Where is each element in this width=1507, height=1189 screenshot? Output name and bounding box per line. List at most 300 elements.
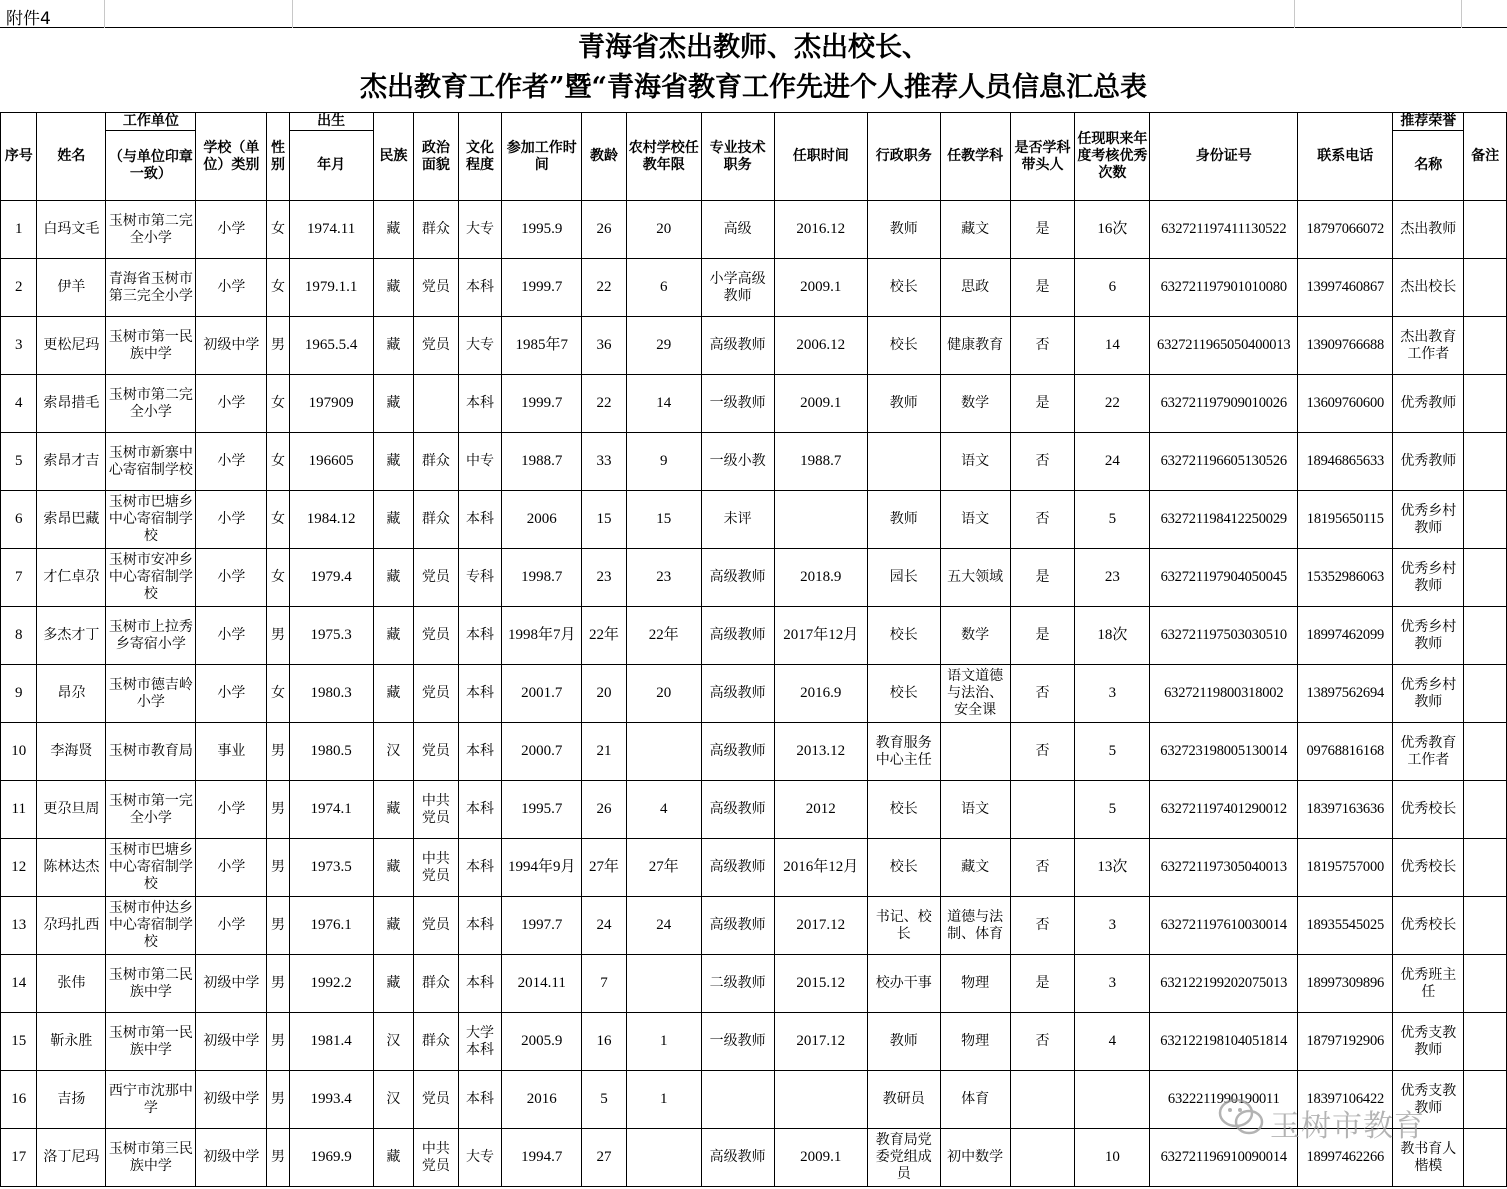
cell-education: 本科 xyxy=(458,897,502,955)
cell-subject: 健康教育 xyxy=(940,317,1010,375)
cell-seq: 9 xyxy=(1,665,37,723)
cell-work-start: 1988.7 xyxy=(502,433,582,491)
cell-phone: 18797192906 xyxy=(1298,1013,1393,1071)
cell-appoint-time: 2009.1 xyxy=(774,375,867,433)
cell-id-number: 632721196910090014 xyxy=(1150,1129,1298,1187)
cell-seq: 10 xyxy=(1,723,37,781)
cell-school-type: 小学 xyxy=(196,201,267,259)
cell-gender: 女 xyxy=(267,549,289,607)
cell-admin-post: 教育服务中心主任 xyxy=(867,723,940,781)
cell-leader: 是 xyxy=(1010,201,1075,259)
cell-gender: 女 xyxy=(267,665,289,723)
cell-leader: 否 xyxy=(1010,491,1075,549)
cell-appoint-time: 2017.12 xyxy=(774,897,867,955)
header-honor-top: 推荐荣誉 xyxy=(1393,113,1464,131)
cell-rural-years: 15 xyxy=(626,491,701,549)
cell-seq: 1 xyxy=(1,201,37,259)
cell-honor: 优秀教师 xyxy=(1393,433,1464,491)
cell-education: 大专 xyxy=(458,201,502,259)
cell-remark xyxy=(1464,375,1507,433)
table-row xyxy=(1,665,1507,723)
cell-unit: 玉树市仲达乡中心寄宿制学校 xyxy=(106,897,196,955)
cell-leader: 否 xyxy=(1010,317,1075,375)
cell-admin-post: 教研员 xyxy=(867,1071,940,1129)
cell-honor: 优秀校长 xyxy=(1393,839,1464,897)
cell-remark xyxy=(1464,549,1507,607)
cell-remark xyxy=(1464,433,1507,491)
cell-birth: 1973.5 xyxy=(289,839,373,897)
cell-birth: 1979.4 xyxy=(289,549,373,607)
cell-name: 更松尼玛 xyxy=(37,317,106,375)
cell-name: 才仁卓尕 xyxy=(37,549,106,607)
cell-leader xyxy=(1010,781,1075,839)
cell-birth: 1979.1.1 xyxy=(289,259,373,317)
cell-work-start: 1995.7 xyxy=(502,781,582,839)
cell-title: 高级教师 xyxy=(701,665,774,723)
cell-excellent xyxy=(1075,1071,1150,1129)
cell-id-number: 6327211965050400013 xyxy=(1150,317,1298,375)
cell-seq: 14 xyxy=(1,955,37,1013)
header-appoint-time: 任职时间 xyxy=(774,113,867,201)
cell-ethnicity: 汉 xyxy=(373,1013,414,1071)
cell-teaching-years: 21 xyxy=(582,723,627,781)
cell-remark xyxy=(1464,1071,1507,1129)
cell-honor: 优秀班主任 xyxy=(1393,955,1464,1013)
cell-gender: 女 xyxy=(267,259,289,317)
cell-id-number: 63272119800318002 xyxy=(1150,665,1298,723)
cell-birth: 1992.2 xyxy=(289,955,373,1013)
cell-excellent: 3 xyxy=(1075,897,1150,955)
cell-rural-years: 20 xyxy=(626,665,701,723)
cell-work-start: 1985年7 xyxy=(502,317,582,375)
cell-subject: 道德与法制、体育 xyxy=(940,897,1010,955)
cell-honor: 优秀支教教师 xyxy=(1393,1071,1464,1129)
cell-education: 本科 xyxy=(458,723,502,781)
cell-leader xyxy=(1010,1071,1075,1129)
cell-unit: 玉树市第一民族中学 xyxy=(106,317,196,375)
header-seq: 序号 xyxy=(1,113,37,201)
cell-name: 索昂才吉 xyxy=(37,433,106,491)
cell-rural-years: 9 xyxy=(626,433,701,491)
cell-admin-post: 教师 xyxy=(867,491,940,549)
cell-appoint-time: 2017年12月 xyxy=(774,607,867,665)
cell-remark xyxy=(1464,1013,1507,1071)
cell-politics: 党员 xyxy=(414,607,459,665)
cell-leader: 是 xyxy=(1010,607,1075,665)
cell-education: 本科 xyxy=(458,955,502,1013)
cell-teaching-years: 23 xyxy=(582,549,627,607)
header-unit-bottom: （与单位印章一致） xyxy=(106,131,196,201)
cell-name: 索昂巴藏 xyxy=(37,491,106,549)
cell-school-type: 初级中学 xyxy=(196,1129,267,1187)
cell-teaching-years: 24 xyxy=(582,897,627,955)
cell-school-type: 初级中学 xyxy=(196,955,267,1013)
cell-teaching-years: 27 xyxy=(582,1129,627,1187)
cell-appoint-time: 2006.12 xyxy=(774,317,867,375)
cell-seq: 15 xyxy=(1,1013,37,1071)
cell-honor: 优秀乡村教师 xyxy=(1393,491,1464,549)
header-id-number: 身份证号 xyxy=(1150,113,1298,201)
cell-name: 更尕旦周 xyxy=(37,781,106,839)
cell-phone: 18397106422 xyxy=(1298,1071,1393,1129)
cell-subject: 物理 xyxy=(940,1013,1010,1071)
cell-work-start: 2006 xyxy=(502,491,582,549)
cell-gender: 女 xyxy=(267,375,289,433)
cell-unit: 玉树市第二完全小学 xyxy=(106,201,196,259)
cell-politics: 群众 xyxy=(414,1013,459,1071)
table-body xyxy=(1,201,1507,1187)
table-row xyxy=(1,955,1507,1013)
cell-title: 高级教师 xyxy=(701,1129,774,1187)
cell-id-number: 632721197901010080 xyxy=(1150,259,1298,317)
cell-ethnicity: 藏 xyxy=(373,317,414,375)
cell-birth: 1981.4 xyxy=(289,1013,373,1071)
table-row xyxy=(1,491,1507,549)
cell-seq: 8 xyxy=(1,607,37,665)
cell-education: 本科 xyxy=(458,1071,502,1129)
cell-rural-years xyxy=(626,955,701,1013)
cell-subject: 数学 xyxy=(940,375,1010,433)
cell-appoint-time: 2015.12 xyxy=(774,955,867,1013)
cell-birth: 1974.1 xyxy=(289,781,373,839)
header-teaching-years: 教龄 xyxy=(582,113,627,201)
cell-birth: 1969.9 xyxy=(289,1129,373,1187)
cell-admin-post: 教育局党委党组成员 xyxy=(867,1129,940,1187)
cell-title: 一级教师 xyxy=(701,1013,774,1071)
header-school-type: 学校（单位）类别 xyxy=(196,113,267,201)
cell-politics: 党员 xyxy=(414,665,459,723)
grid-line xyxy=(292,0,293,28)
cell-name: 昂尕 xyxy=(37,665,106,723)
cell-politics: 群众 xyxy=(414,433,459,491)
cell-name: 白玛文毛 xyxy=(37,201,106,259)
cell-name: 陈林达杰 xyxy=(37,839,106,897)
cell-subject xyxy=(940,723,1010,781)
cell-admin-post: 校长 xyxy=(867,607,940,665)
header-rural-years: 农村学校任教年限 xyxy=(626,113,701,201)
cell-ethnicity: 藏 xyxy=(373,607,414,665)
cell-id-number: 632122199202075013 xyxy=(1150,955,1298,1013)
cell-title xyxy=(701,1071,774,1129)
cell-gender: 男 xyxy=(267,723,289,781)
cell-admin-post xyxy=(867,433,940,491)
cell-ethnicity: 藏 xyxy=(373,259,414,317)
header-admin-post: 行政职务 xyxy=(867,113,940,201)
cell-remark xyxy=(1464,839,1507,897)
cell-seq: 7 xyxy=(1,549,37,607)
cell-phone: 13909766688 xyxy=(1298,317,1393,375)
cell-politics: 中共党员 xyxy=(414,781,459,839)
cell-subject: 藏文 xyxy=(940,839,1010,897)
cell-leader: 否 xyxy=(1010,723,1075,781)
cell-title: 高级教师 xyxy=(701,549,774,607)
cell-admin-post: 园长 xyxy=(867,549,940,607)
cell-politics: 党员 xyxy=(414,259,459,317)
cell-school-type: 初级中学 xyxy=(196,317,267,375)
cell-gender: 男 xyxy=(267,1071,289,1129)
cell-id-number: 632723198005130014 xyxy=(1150,723,1298,781)
cell-excellent: 10 xyxy=(1075,1129,1150,1187)
cell-leader: 否 xyxy=(1010,433,1075,491)
cell-id-number: 632721197411130522 xyxy=(1150,201,1298,259)
cell-leader xyxy=(1010,1129,1075,1187)
cell-name: 伊羊 xyxy=(37,259,106,317)
cell-seq: 2 xyxy=(1,259,37,317)
cell-excellent: 16次 xyxy=(1075,201,1150,259)
cell-birth: 1993.4 xyxy=(289,1071,373,1129)
cell-leader: 是 xyxy=(1010,955,1075,1013)
cell-rural-years: 29 xyxy=(626,317,701,375)
cell-admin-post: 校长 xyxy=(867,781,940,839)
table-row xyxy=(1,781,1507,839)
cell-birth: 196605 xyxy=(289,433,373,491)
cell-unit: 西宁市沈那中学 xyxy=(106,1071,196,1129)
cell-birth: 197909 xyxy=(289,375,373,433)
cell-phone: 13897562694 xyxy=(1298,665,1393,723)
watermark-text: 玉树市教育 xyxy=(1270,1109,1425,1144)
cell-gender: 男 xyxy=(267,1013,289,1071)
cell-gender: 男 xyxy=(267,317,289,375)
cell-title: 二级教师 xyxy=(701,955,774,1013)
cell-appoint-time: 2013.12 xyxy=(774,723,867,781)
cell-work-start: 1998年7月 xyxy=(502,607,582,665)
cell-id-number: 632721197503030510 xyxy=(1150,607,1298,665)
cell-title: 未评 xyxy=(701,491,774,549)
cell-appoint-time xyxy=(774,491,867,549)
cell-seq: 16 xyxy=(1,1071,37,1129)
cell-teaching-years: 22 xyxy=(582,375,627,433)
cell-subject: 藏文 xyxy=(940,201,1010,259)
cell-honor: 杰出教育工作者 xyxy=(1393,317,1464,375)
cell-birth: 1980.5 xyxy=(289,723,373,781)
table-row xyxy=(1,375,1507,433)
cell-admin-post: 教师 xyxy=(867,375,940,433)
cell-admin-post: 教师 xyxy=(867,201,940,259)
cell-phone: 18195757000 xyxy=(1298,839,1393,897)
cell-admin-post: 校长 xyxy=(867,839,940,897)
cell-remark xyxy=(1464,201,1507,259)
cell-education: 本科 xyxy=(458,375,502,433)
header-gender: 性别 xyxy=(267,113,289,201)
cell-school-type: 小学 xyxy=(196,665,267,723)
cell-appoint-time: 1988.7 xyxy=(774,433,867,491)
cell-seq: 13 xyxy=(1,897,37,955)
cell-gender: 男 xyxy=(267,1129,289,1187)
cell-appoint-time: 2016.12 xyxy=(774,201,867,259)
cell-ethnicity: 藏 xyxy=(373,549,414,607)
cell-school-type: 小学 xyxy=(196,433,267,491)
cell-education: 本科 xyxy=(458,781,502,839)
cell-appoint-time: 2017.12 xyxy=(774,1013,867,1071)
cell-id-number: 632721197305040013 xyxy=(1150,839,1298,897)
cell-school-type: 小学 xyxy=(196,375,267,433)
cell-title: 高级教师 xyxy=(701,723,774,781)
table-row xyxy=(1,317,1507,375)
cell-education: 本科 xyxy=(458,839,502,897)
cell-honor: 杰出教师 xyxy=(1393,201,1464,259)
cell-subject: 思政 xyxy=(940,259,1010,317)
cell-education: 大学本科 xyxy=(458,1013,502,1071)
cell-work-start: 2005.9 xyxy=(502,1013,582,1071)
cell-teaching-years: 22年 xyxy=(582,607,627,665)
cell-name: 洛丁尼玛 xyxy=(37,1129,106,1187)
cell-unit: 玉树市第二完全小学 xyxy=(106,375,196,433)
cell-rural-years: 6 xyxy=(626,259,701,317)
table-row xyxy=(1,201,1507,259)
table-row xyxy=(1,433,1507,491)
cell-work-start: 2001.7 xyxy=(502,665,582,723)
cell-excellent: 4 xyxy=(1075,1013,1150,1071)
cell-excellent: 6 xyxy=(1075,259,1150,317)
cell-appoint-time xyxy=(774,1071,867,1129)
cell-education: 本科 xyxy=(458,607,502,665)
cell-teaching-years: 7 xyxy=(582,955,627,1013)
cell-id-number: 6322211990190011 xyxy=(1150,1071,1298,1129)
cell-appoint-time: 2009.1 xyxy=(774,1129,867,1187)
cell-remark xyxy=(1464,665,1507,723)
title-line-1: 青海省杰出教师、杰出校长、 xyxy=(578,32,929,63)
cell-id-number: 632721197610030014 xyxy=(1150,897,1298,955)
cell-subject: 语文道德与法治、安全课 xyxy=(940,665,1010,723)
cell-rural-years xyxy=(626,1129,701,1187)
cell-gender: 男 xyxy=(267,607,289,665)
grid-line xyxy=(1461,0,1462,28)
cell-excellent: 5 xyxy=(1075,781,1150,839)
cell-title: 高级教师 xyxy=(701,781,774,839)
cell-politics xyxy=(414,375,459,433)
cell-honor: 优秀校长 xyxy=(1393,781,1464,839)
cell-unit: 玉树市新寨中心寄宿制学校 xyxy=(106,433,196,491)
cell-rural-years: 23 xyxy=(626,549,701,607)
table-row xyxy=(1,839,1507,897)
cell-title: 高级教师 xyxy=(701,317,774,375)
cell-rural-years: 22年 xyxy=(626,607,701,665)
header-name: 姓名 xyxy=(37,113,106,201)
cell-teaching-years: 22 xyxy=(582,259,627,317)
cell-admin-post: 校长 xyxy=(867,259,940,317)
cell-seq: 4 xyxy=(1,375,37,433)
cell-politics: 中共党员 xyxy=(414,1129,459,1187)
cell-politics: 群众 xyxy=(414,491,459,549)
cell-appoint-time: 2016.9 xyxy=(774,665,867,723)
cell-name: 李海贤 xyxy=(37,723,106,781)
cell-politics: 党员 xyxy=(414,897,459,955)
cell-leader: 否 xyxy=(1010,839,1075,897)
cell-leader: 是 xyxy=(1010,259,1075,317)
cell-name: 张伟 xyxy=(37,955,106,1013)
table-row xyxy=(1,549,1507,607)
cell-politics: 群众 xyxy=(414,201,459,259)
cell-unit: 玉树市上拉秀乡寄宿小学 xyxy=(106,607,196,665)
header-phone: 联系电话 xyxy=(1298,113,1393,201)
cell-appoint-time: 2009.1 xyxy=(774,259,867,317)
cell-phone: 18935545025 xyxy=(1298,897,1393,955)
cell-phone: 18997309896 xyxy=(1298,955,1393,1013)
cell-honor: 教书育人楷模 xyxy=(1393,1129,1464,1187)
header-unit-top: 工作单位 xyxy=(106,113,196,131)
cell-honor: 优秀支教教师 xyxy=(1393,1013,1464,1071)
table-row xyxy=(1,259,1507,317)
attachment-label: 附件4 xyxy=(6,9,51,29)
cell-remark xyxy=(1464,723,1507,781)
page-title xyxy=(0,28,1507,108)
cell-admin-post: 校长 xyxy=(867,317,940,375)
cell-gender: 男 xyxy=(267,839,289,897)
cell-excellent: 14 xyxy=(1075,317,1150,375)
cell-honor: 杰出校长 xyxy=(1393,259,1464,317)
cell-name: 吉扬 xyxy=(37,1071,106,1129)
cell-school-type: 初级中学 xyxy=(196,1013,267,1071)
cell-leader: 否 xyxy=(1010,1013,1075,1071)
cell-unit: 玉树市巴塘乡中心寄宿制学校 xyxy=(106,839,196,897)
cell-ethnicity: 汉 xyxy=(373,723,414,781)
cell-ethnicity: 藏 xyxy=(373,955,414,1013)
cell-unit: 玉树市第一完全小学 xyxy=(106,781,196,839)
recommendation-table xyxy=(0,112,1507,1187)
header-birth-bottom: 年月 xyxy=(289,131,373,201)
cell-admin-post: 校长 xyxy=(867,665,940,723)
cell-subject: 物理 xyxy=(940,955,1010,1013)
cell-education: 本科 xyxy=(458,259,502,317)
cell-id-number: 632721198412250029 xyxy=(1150,491,1298,549)
cell-school-type: 小学 xyxy=(196,607,267,665)
cell-honor: 优秀教育工作者 xyxy=(1393,723,1464,781)
cell-subject: 语文 xyxy=(940,433,1010,491)
cell-unit: 玉树市第三民族中学 xyxy=(106,1129,196,1187)
cell-phone: 13609760600 xyxy=(1298,375,1393,433)
cell-subject: 五大领域 xyxy=(940,549,1010,607)
cell-teaching-years: 26 xyxy=(582,201,627,259)
cell-education: 专科 xyxy=(458,549,502,607)
cell-seq: 3 xyxy=(1,317,37,375)
cell-school-type: 初级中学 xyxy=(196,1071,267,1129)
cell-phone: 18397163636 xyxy=(1298,781,1393,839)
cell-appoint-time: 2018.9 xyxy=(774,549,867,607)
header-birth-top: 出生 xyxy=(289,113,373,131)
cell-excellent: 24 xyxy=(1075,433,1150,491)
cell-politics: 党员 xyxy=(414,317,459,375)
cell-id-number: 632122198104051814 xyxy=(1150,1013,1298,1071)
cell-education: 本科 xyxy=(458,491,502,549)
cell-rural-years: 1 xyxy=(626,1071,701,1129)
cell-work-start: 2014.11 xyxy=(502,955,582,1013)
cell-subject: 语文 xyxy=(940,781,1010,839)
cell-remark xyxy=(1464,1129,1507,1187)
cell-unit: 玉树市巴塘乡中心寄宿制学校 xyxy=(106,491,196,549)
cell-id-number: 632721197401290012 xyxy=(1150,781,1298,839)
attachment-header-row xyxy=(0,0,1507,28)
cell-ethnicity: 藏 xyxy=(373,665,414,723)
cell-phone: 18997462099 xyxy=(1298,607,1393,665)
cell-school-type: 事业 xyxy=(196,723,267,781)
cell-name: 多杰才丁 xyxy=(37,607,106,665)
cell-rural-years: 20 xyxy=(626,201,701,259)
cell-school-type: 小学 xyxy=(196,781,267,839)
cell-teaching-years: 27年 xyxy=(582,839,627,897)
cell-remark xyxy=(1464,781,1507,839)
watermark xyxy=(1218,1095,1458,1145)
cell-teaching-years: 5 xyxy=(582,1071,627,1129)
grid-line xyxy=(104,0,105,28)
cell-rural-years: 4 xyxy=(626,781,701,839)
cell-birth: 1976.1 xyxy=(289,897,373,955)
cell-teaching-years: 26 xyxy=(582,781,627,839)
cell-school-type: 小学 xyxy=(196,491,267,549)
cell-remark xyxy=(1464,955,1507,1013)
cell-teaching-years: 36 xyxy=(582,317,627,375)
header-work-start: 参加工作时间 xyxy=(502,113,582,201)
cell-phone: 13997460867 xyxy=(1298,259,1393,317)
